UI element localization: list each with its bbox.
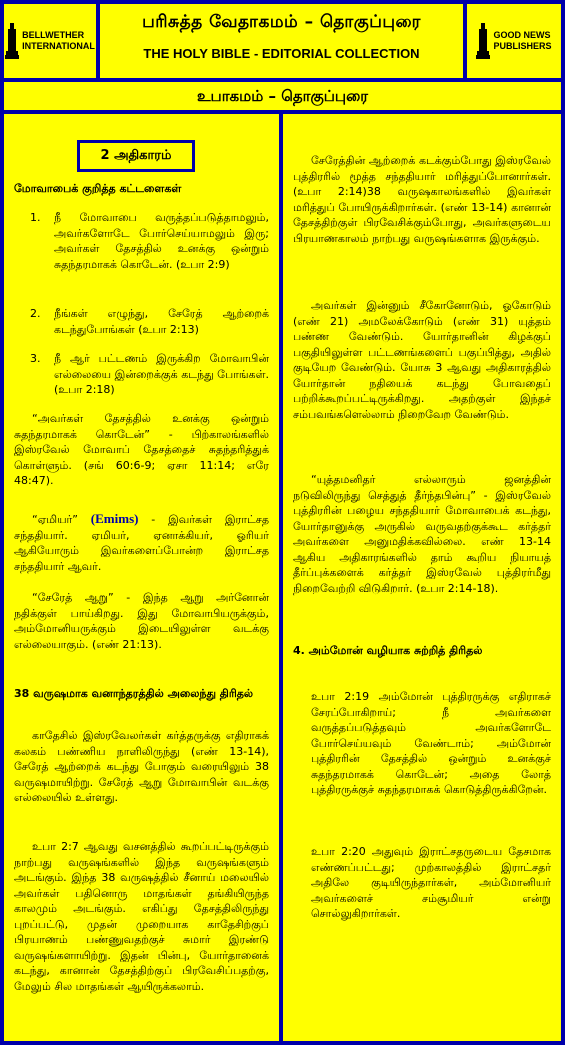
- paragraph: சேரேத்தின் ஆற்றைக் கடக்கும்போது இஸ்ரவேல் புத்திரரில் மூத்த சந்ததியார் மரித்துப்போனார்கள். (உபா 2:14)38 வருஷகாலங்களில் இவர்கள் மரித்துப் போயிருக்கிறார்கள். (எண் 13-14) கானான் தேசத்திற்குள் பிரவேசிக்கும்போது, அவர்களுடைய பிரயாணகாலம் நாற்பது வருஷங்களாக இருக்கும்.: [293, 154, 551, 245]
- list-item-text: நீங்கள் எழுந்து, சேரேத் ஆற்றைக் கடந்துபோங்கள் (உபா 2:13): [54, 307, 269, 336]
- quote-paragraph: உபா 2:19 அம்மோன் புத்திரருக்கு எதிராகச் சேரப்போகிறாய்; நீ அவர்களை வருத்தப்படுத்தவும் அவர்களோடே போர்செய்யவும் வேண்டாம்; அம்மோன் புத்திரரின் தேசத்தில் ஒன்றும் உனக்குச் சுதந்தரமாகக் கொடேன்; அதை லோத் புத்திரருக்குச் சுதந்தரமாகக் கொடுத்திருக்கிறேன்.: [311, 690, 551, 796]
- list-item-text: நீ ஆர் பட்டணம் இருக்கிற மோவாபின் எல்லையை இன்றைக்குக் கடந்து போங்கள். (உபா 2:18): [54, 352, 269, 396]
- paragraph: [14, 511, 269, 574]
- book-subtitle: உபாகமம் – தொகுப்புரை: [4, 82, 561, 110]
- emims-term: (Emims): [90, 511, 139, 526]
- chapter-label: 2 அதிகாரம்: [77, 140, 195, 172]
- logo-line-2: INTERNATIONAL: [22, 41, 95, 51]
- section-heading: 4. அம்மோன் வழியாக சுற்றித் திரிதல்: [293, 644, 483, 657]
- list-item-number: 2.: [30, 307, 41, 320]
- lamp-icon: [476, 21, 490, 61]
- right-column: [283, 114, 561, 1041]
- quote-paragraph: உபா 2:20 அதுவும் இராட்சதருடைய தேசமாக எண்ணப்பட்டது; முற்காலத்தில் இராட்சதர் அதிலே குடியிருந்தார்கள், அம்மோனியர் அவர்களைச் சம்சூமியர் என்று சொல்லுகிறார்கள்.: [311, 845, 551, 920]
- title-block: [100, 4, 463, 78]
- left-column: [4, 114, 279, 1041]
- emims-text: - இவர்கள் இராட்சத சந்ததியார். ஏமியர், ஏனாக்கியர், ஓரியர் ஆகியோரும் இவர்களைப்போன்ற இராட்சத சந்ததியார் ஆவர்.: [14, 513, 269, 573]
- paragraph: “அவர்கள் தேசத்தில் உனக்கு ஒன்றும் சுதந்தரமாகக் கொடேன்” - பிற்காலங்களில் இஸ்ரவேல் மோவாப் தேசத்தைச் சுதந்தரித்துக் கொள்ளும். (சங் 60:6-9; ஏசா 11:14; எரே 48:47).: [14, 412, 269, 487]
- paragraph: “சேரேத் ஆறு” - இந்த ஆறு அர்னோன் நதிக்குள் பாய்கிறது. இது மோவாபியருக்கும், அம்மோனியருக்கும் இடையிலுள்ள வடக்கு எல்லையாகும். (எண் 21:13).: [14, 591, 269, 651]
- emims-quote: “ஏமியர்”: [32, 513, 91, 526]
- logo-line-1: BELLWETHER: [22, 30, 85, 40]
- section-heading: மோவாபைக் குறித்த கட்டளைகள்: [14, 182, 182, 195]
- paragraph: “யுத்தமனிதர் எல்லாரும் ஜனத்தின் நடுவிலிருந்து செத்துத் தீர்ந்தபின்பு” - இஸ்ரவேல் புத்திரரின் பழைய சந்ததியார் மோவாபைக் கடந்து, யோர்தானுக்கு அருகில் வருவதற்குக்கூட கர்த்தர் அவர்களை அனுமதிக்கவில்லை. எண் 13-14 ஆகிய அதிகாரங்களில் தாம் கூறிய நியாயத் தீர்ப்புக்களைக் கர்த்தர் இஸ்ரவேல் புத்திரர்மீது நிறைவேற்றி விடுகிறார். (உபா 2:14-18).: [293, 473, 551, 595]
- logo-line-2: PUBLISHERS: [493, 41, 552, 51]
- paragraph: காதேசில் இஸ்ரவேலர்கள் கர்த்தருக்கு எதிராகக் கலகம் பண்ணிய நாளிலிருந்து (எண் 13-14), சேரேத் ஆற்றைக் கடந்து போகும் வரையிலும் 38 வருஷமாயிற்று. சேரேத் ஆறு மோவாபின் வடக்கு எல்லையில் உள்ளது.: [14, 729, 269, 804]
- paragraph: உபா 2:7 ஆவது வசனத்தில் கூறப்பட்டிருக்கும் நாற்பது வருஷங்களில் இந்த வருஷங்களும் அடங்கும். இந்த 38 வருஷத்தில் சீனாய் மலையில் அவர்கள் பதினொரு மாதங்கள் தங்கியிருந்த காலமும் அடங்கும். எகிப்து தேசத்திலிருந்து புறப்பட்டு, முதன் முறையாக காதேசிற்குப் பிரயாணம் பண்ணுவதற்குச் சுமார் இரண்டு வருஷங்களாயிற்று. இதன் பின்பு, யோர்தானைக் கடந்து, கானான் தேசத்திற்குப் பிரவேசிப்பதற்கு, மேலும் சில மாதங்கள் ஆயிருக்கலாம்.: [14, 840, 269, 993]
- list-item-text: நீ மோவாபை வருத்தப்படுத்தாமலும், அவர்களோடே போர்செய்யாமலும் இரு; அவர்கள் தேசத்தில் உனக்கு ஒன்றும் சுதந்தரமாகக் கொடேன். (உபா 2:9): [54, 211, 269, 271]
- lamp-icon: [5, 21, 19, 61]
- good-news-logo: [467, 4, 561, 78]
- paragraph: அவர்கள் இன்னும் சீகோனோடும், ஓகோடும் (எண் 21) அமலேக்கோடும் (எண் 31) யுத்தம் பண்ண வேண்டும். யோர்தானின் கிழக்குப் பகுதியிலுள்ள பட்டணங்களைப் பகுப்பித்து, அதில் குடியேற வேண்டும். யோசு 3 ஆவது அதிகாரத்தில் யோர்தான் நதியைக் கடந்து போவதைப் பற்றிக்கூறப்பட்டிருக்கிறது. அதற்குள் இந்தச் சம்பவங்களெல்லாம் நிறைவேற வேண்டும்.: [293, 299, 551, 421]
- section-heading: 38 வருஷமாக வனாந்தரத்தில் அலைந்து திரிதல்: [14, 687, 254, 700]
- logo-line-1: GOOD NEWS: [493, 30, 551, 40]
- title-english: THE HOLY BIBLE - EDITORIAL COLLECTION: [143, 46, 420, 61]
- bellwether-logo: [4, 4, 96, 78]
- list-item-number: 1.: [30, 211, 41, 224]
- title-tamil: பரிசுத்த வேதாகமம் – தொகுப்புரை: [142, 12, 421, 32]
- list-item-number: 3.: [30, 352, 41, 365]
